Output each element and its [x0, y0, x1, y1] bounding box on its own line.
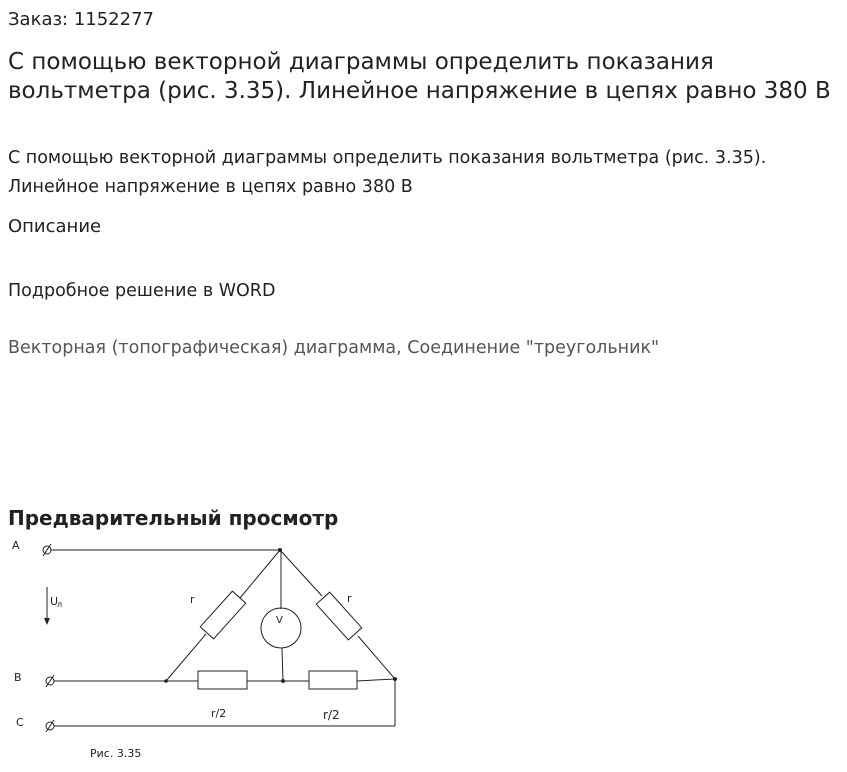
- circuit-diagram: [0, 535, 420, 772]
- task-description: С помощью векторной диаграммы определить показания вольтметра (рис. 3.35). Линейное напряжение в цепях равно 380 В: [8, 148, 767, 197]
- figure-caption: Рис. 3.35: [90, 747, 142, 760]
- label-r-right: r: [347, 592, 352, 605]
- label-r-left: r: [190, 593, 195, 606]
- label-r-half-left: r/2: [211, 707, 227, 720]
- solution-format-note: Подробное решение в WORD: [8, 281, 276, 301]
- voltmeter: [261, 608, 301, 648]
- preview-heading: Предварительный просмотр: [8, 506, 339, 530]
- page-title: С помощью векторной диаграммы определить показания вольтметра (рис. 3.35). Линейное напряжение в цепях равно 380 В: [8, 49, 831, 104]
- resistor-r-half-right: [309, 671, 357, 689]
- label-voltage: U: [50, 595, 59, 608]
- resistor-r-right: [316, 592, 361, 640]
- label-voltage-sub: л: [57, 600, 63, 609]
- order-number: Заказ: 1152277: [8, 9, 154, 30]
- label-phase-c: C: [16, 716, 24, 729]
- resistor-r-half-left: [198, 671, 247, 689]
- label-phase-b: B: [14, 671, 22, 684]
- resistor-r-left: [200, 591, 245, 639]
- description-section-label: Описание: [8, 216, 102, 237]
- label-r-half-right: r/2: [323, 708, 340, 722]
- label-phase-a: A: [12, 539, 20, 552]
- label-voltmeter: V: [276, 615, 283, 626]
- topic-tags: Векторная (топографическая) диаграмма, Соединение "треугольник": [8, 338, 660, 358]
